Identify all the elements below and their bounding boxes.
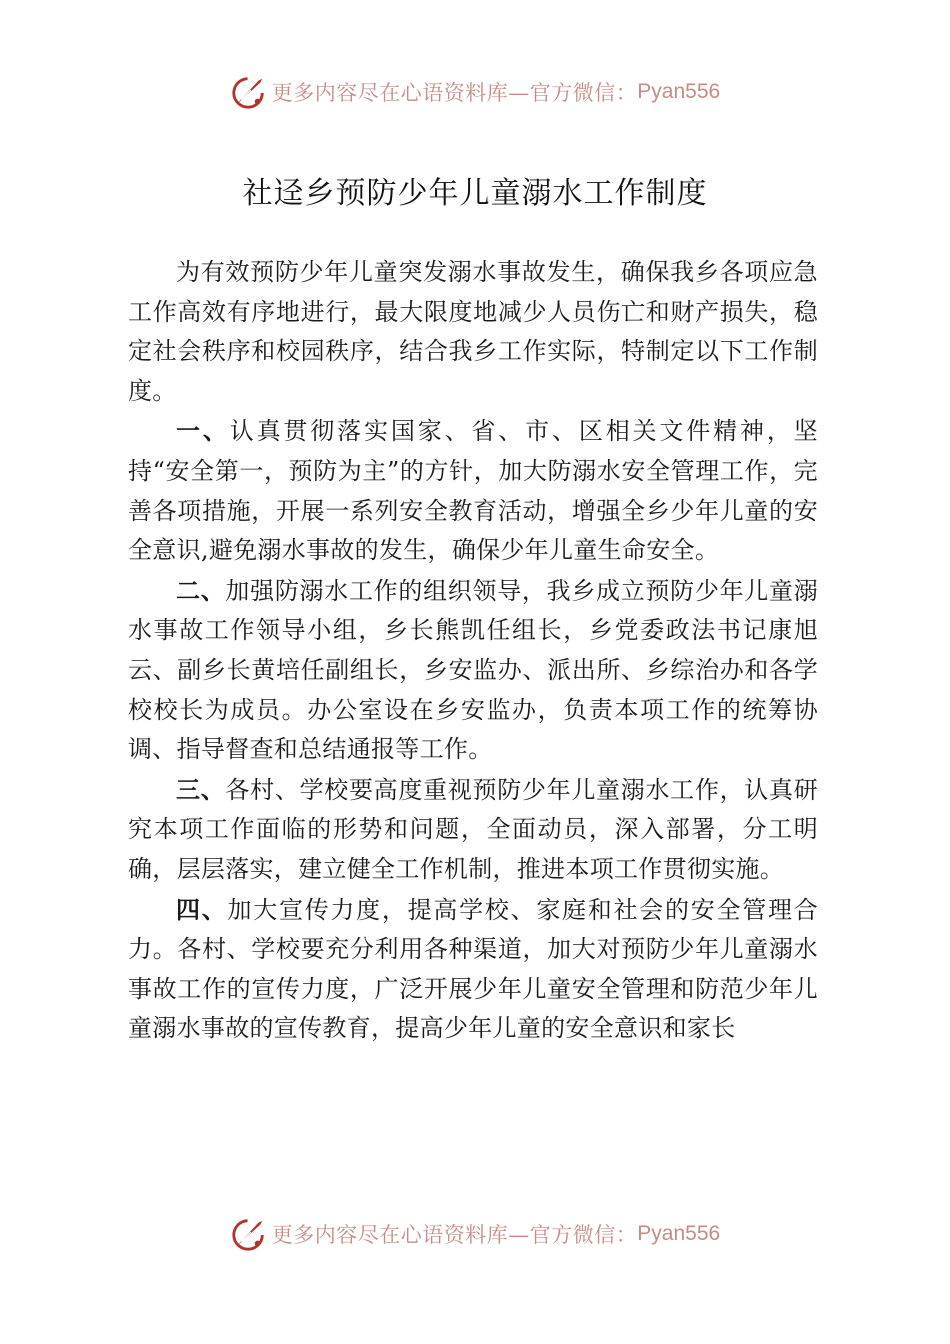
- section-paragraph: [128, 890, 818, 1049]
- section-paragraph: [128, 571, 818, 770]
- section-text: 认真贯彻落实国家、省、市、区相关文件精神，坚持“安全第一，预防为主”的方针，加大防溺水安全管理工作，完善各项措施，开展一系列安全教育活动，增强全乡少年儿童的安全意识,避免溺水事故的发生，确保少年儿童生命安全。: [128, 417, 818, 565]
- banner-text: 更多内容尽在心语资料库—官方微信：: [271, 81, 638, 105]
- section-paragraph: [128, 770, 818, 890]
- document-title: 社迳乡预防少年儿童溺水工作制度: [242, 176, 708, 211]
- section-number: 四、: [176, 894, 228, 924]
- document-body: [128, 253, 818, 1049]
- section-text: 加大宣传力度，提高学校、家庭和社会的安全管理合力。各村、学校要充分利用各种渠道，加大对预防少年儿童溺水事故工作的宣传力度，广泛开展少年儿童安全管理和防范少年儿童溺水事故的宣传教育，提高少年儿童的安全意识和家长: [128, 895, 818, 1043]
- section-paragraph: [128, 411, 818, 570]
- section-number: 二、: [176, 575, 226, 605]
- section-number: 一、: [176, 416, 230, 446]
- footer-watermark-banner: [0, 1212, 950, 1256]
- quill-logo-icon: [230, 73, 268, 111]
- wechat-id: Pyan556: [637, 1222, 721, 1245]
- intro-paragraph: 为有效预防少年儿童突发溺水事故发生，确保我乡各项应急工作高效有序地进行，最大限度地减少人员伤亡和财产损失，稳定社会秩序和校园秩序，结合我乡工作实际，特制定以下工作制度。: [128, 258, 818, 405]
- banner-text: 更多内容尽在心语资料库—官方微信：: [271, 1223, 638, 1247]
- header-watermark-banner: [0, 70, 950, 114]
- section-text: 各村、学校要高度重视预防少年儿童溺水工作，认真研究本项工作面临的形势和问题，全面动员，深入部署，分工明确，层层落实，建立健全工作机制，推进本项工作贯彻实施。: [128, 775, 818, 883]
- wechat-id: Pyan556: [637, 80, 721, 103]
- quill-logo-icon: [230, 1215, 268, 1253]
- section-text: 加强防溺水工作的组织领导，我乡成立预防少年儿童溺水事故工作领导小组，乡长熊凯任组长，乡党委政法书记康旭云、副乡长黄培任副组长，乡安监办、派出所、乡综治办和各学校校长为成员。办公室设在乡安监办，负责本项工作的统筹协调、指导督查和总结通报等工作。: [128, 576, 818, 764]
- section-number: 三、: [176, 774, 226, 804]
